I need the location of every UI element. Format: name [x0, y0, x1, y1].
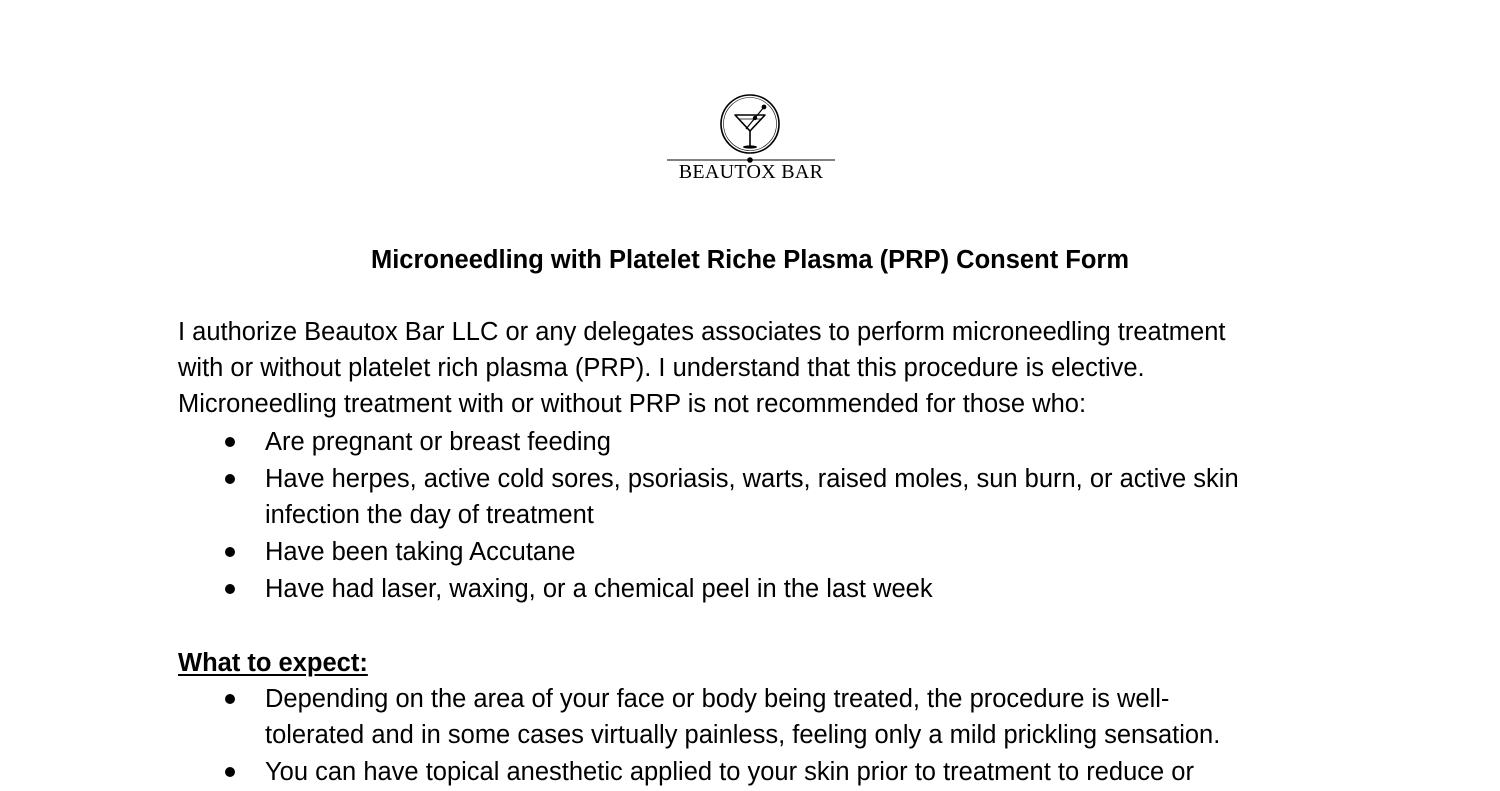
bullet-icon [225, 767, 235, 777]
contraindications-list [178, 424, 1308, 608]
list-item-text: Have been taking Accutane [265, 538, 576, 566]
martini-glass-icon [663, 93, 839, 163]
list-item-text: infection the day of treatment [265, 501, 594, 529]
section-heading-what-to-expect: What to expect: [178, 649, 368, 677]
intro-line: Microneedling treatment with or without PRP is not recommended for those who: [178, 390, 1087, 418]
list-item [178, 424, 1308, 460]
expectations-list [178, 681, 1308, 791]
brand-name: BEAUTOX BAR [678, 161, 824, 183]
list-item-text: Are pregnant or breast feeding [265, 428, 611, 456]
list-item [178, 534, 1308, 570]
intro-line: I authorize Beautox Bar LLC or any delegates associates to perform microneedling treatment [178, 318, 1226, 346]
list-item-text: You can have topical anesthetic applied to your skin prior to treatment to reduce or [265, 758, 1194, 786]
list-item-text: Have had laser, waxing, or a chemical peel in the last week [265, 575, 933, 603]
bullet-icon [225, 584, 235, 594]
bullet-icon [225, 437, 235, 447]
list-item [178, 461, 1308, 533]
bullet-icon [225, 547, 235, 557]
list-item-text: Depending on the area of your face or body being treated, the procedure is well- [265, 685, 1170, 713]
intro-line: with or without platelet rich plasma (PRP). I understand that this procedure is elective. [178, 354, 1145, 382]
intro-paragraph [178, 314, 1308, 422]
list-item-text: tolerated and in some cases virtually painless, feeling only a mild prickling sensation. [265, 721, 1221, 749]
bullet-icon [225, 694, 235, 704]
list-item [178, 681, 1308, 753]
brand-logo [663, 93, 839, 185]
list-item [178, 571, 1308, 607]
page-title: Microneedling with Platelet Riche Plasma (PRP) Consent Form [370, 246, 1130, 274]
list-item-text: Have herpes, active cold sores, psoriasis, warts, raised moles, sun burn, or active skin [265, 465, 1239, 493]
bullet-icon [225, 474, 235, 484]
